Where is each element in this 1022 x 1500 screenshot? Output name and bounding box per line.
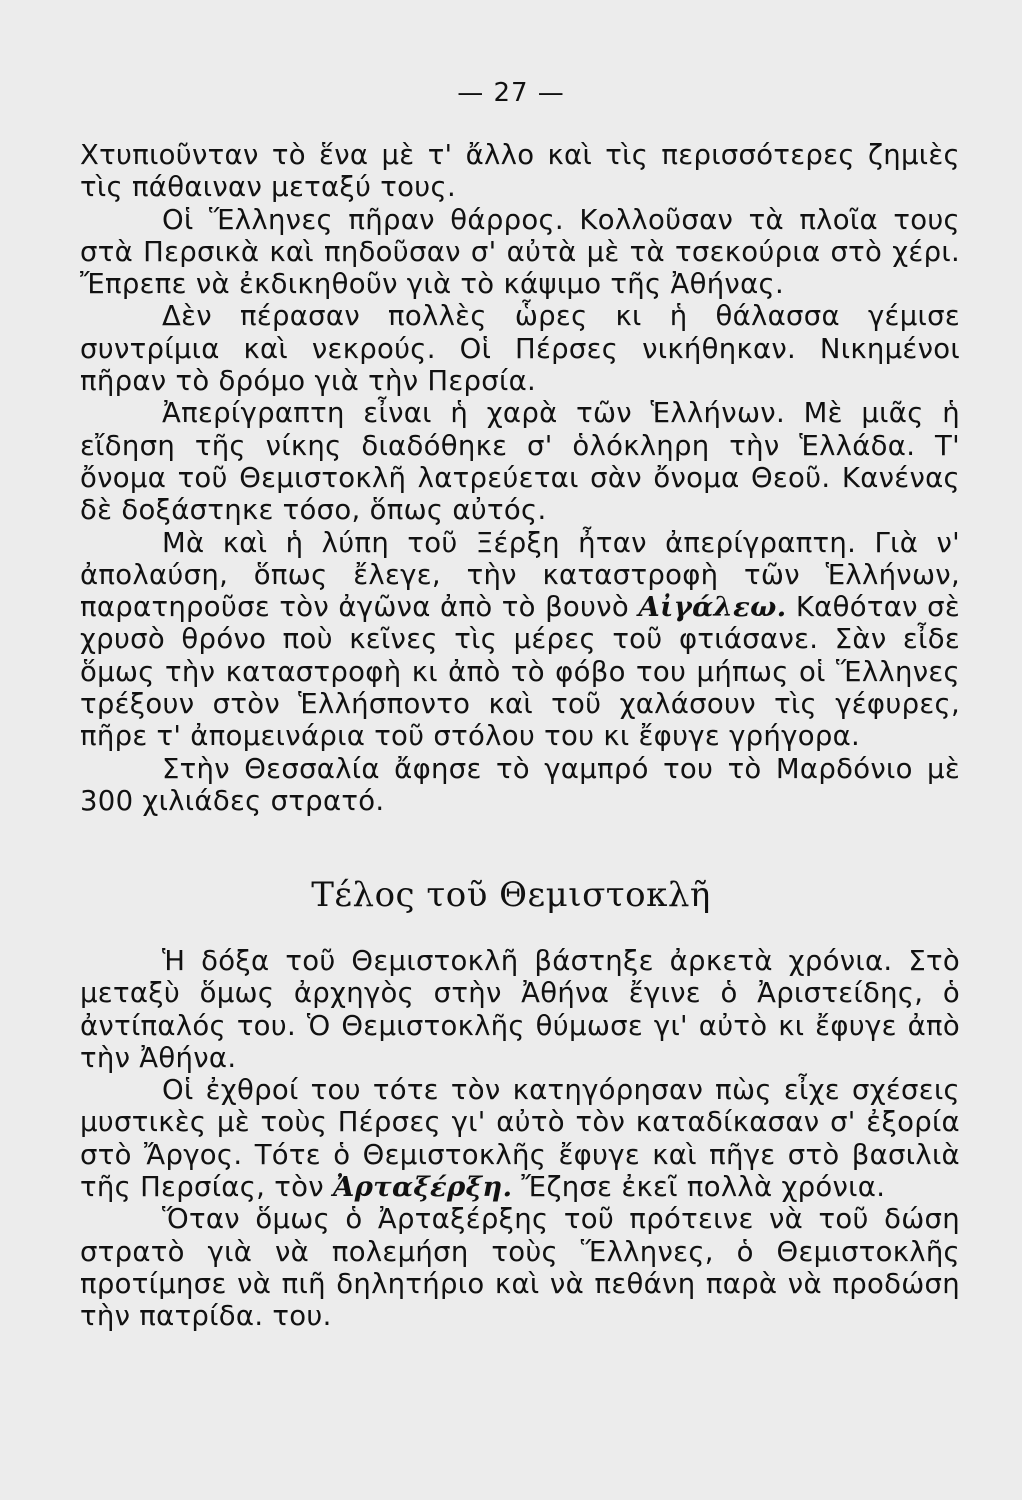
paragraph: Ἡ δόξα τοῦ Θεμιστοκλῆ βάστηξε ἀρκετὰ χρόνια. Στὸ μεταξὺ ὅμως ἀρχηγὸς στὴν Ἀθήνα ἔγινε ὁ Ἀριστείδης, ὁ ἀντίπαλός του. Ὁ Θεμιστοκλῆς θύμωσε γι' αὐτὸ κι ἔφυγε ἀπὸ τὴν Ἀθήνα. xyxy=(80,945,960,1074)
page-number: — 27 — xyxy=(457,78,565,108)
paragraph: Ὅταν ὅμως ὁ Ἀρταξέρξης τοῦ πρότεινε νὰ τοῦ δώση στρατὸ γιὰ νὰ πολεμήση τοὺς Ἕλληνες, ὁ Θεμιστοκλῆς προτίμησε νὰ πιῆ δηλητήριο καὶ νὰ πεθάνη παρὰ νὰ προδώση τὴν πατρίδα. του. xyxy=(80,1203,960,1333)
paragraph-with-emphasis xyxy=(80,527,960,753)
text-block-upper xyxy=(80,139,960,817)
paragraph-text: Μὰ καὶ ἡ λύπη τοῦ Ξέρξη ἦταν ἀπερίγραπτη. Γιὰ ν' ἀπολαύση, ὅπως ἔλεγε, τὴν καταστροφὴ τῶν Ἑλλήνων, παρατηροῦσε τὸν ἀγῶνα ἀπὸ τὸ βουνὸ xyxy=(80,526,960,624)
paragraph-text: Οἱ ἐχθροί του τότε τὸν κατηγόρησαν πὼς εἶχε σχέσεις μυστικὲς μὲ τοὺς Πέρσες γι' αὐτὸ τὸν καταδίκασαν σ' ἐξορία στὸ Ἄργος. Τότε ὁ Θεμιστοκλῆς ἔφυγε καὶ πῆγε στὸ βασιλιὰ τῆς Περσίας, τὸν xyxy=(80,1074,960,1204)
paragraph: Ἀπερίγραπτη εἶναι ἡ χαρὰ τῶν Ἑλλήνων. Μὲ μιᾶς ἡ εἴδηση τῆς νίκης διαδόθηκε σ' ὁλόκληρη τὴν Ἑλλάδα. Τ' ὄνομα τοῦ Θεμιστοκλῆ λατρεύεται σὰν ὄνομα Θεοῦ. Κανένας δὲ δοξάστηκε τόσο, ὅπως αὐτός. xyxy=(80,397,960,527)
paragraph-text: Καθόταν σὲ χρυσὸ θρόνο ποὺ κεῖνες τὶς μέρες τοῦ φτιάσανε. Σὰν εἶδε ὅμως τὴν καταστροφὴ κι ἀπὸ τὸ φόβο του μήπως οἱ Ἕλληνες τρέξουν στὸν Ἑλλήσποντο καὶ τοῦ χαλάσουν τὶς γέφυρες, πῆρε τ' ἀπομεινάρια τοῦ στόλου του κι ἔφυγε γρήγορα. xyxy=(80,591,961,753)
emphasized-name: Ἀρταξέρξη. xyxy=(332,1171,513,1204)
text-block-lower xyxy=(80,945,960,1333)
paragraph-text: Ἔζησε ἐκεῖ πολλὰ χρόνια. xyxy=(512,1171,886,1204)
section-heading: Τέλος τοῦ Θεμιστοκλῆ xyxy=(311,875,711,915)
paragraph-with-emphasis xyxy=(80,1074,960,1203)
paragraph: Χτυπιοῦνταν τὸ ἕνα μὲ τ' ἄλλο καὶ τὶς περισσότερες ζημιὲς τὶς πάθαιναν μεταξύ τους. xyxy=(80,139,960,204)
paragraph: Στὴν Θεσσαλία ἄφησε τὸ γαμπρό του τὸ Μαρδόνιο μὲ 300 χιλιάδες στρατό. xyxy=(80,752,960,817)
paragraph: Δὲν πέρασαν πολλὲς ὧρες κι ἡ θάλασσα γέμισε συντρίμια καὶ νεκρούς. Οἱ Πέρσες νικήθηκαν. Νικημένοι πῆραν τὸ δρόμο γιὰ τὴν Περσία. xyxy=(80,300,960,398)
paragraph: Οἱ Ἕλληνες πῆραν θάρρος. Κολλοῦσαν τὰ πλοῖα τους στὰ Περσικὰ καὶ πηδοῦσαν σ' αὐτὰ μὲ τὰ τσεκούρια στὸ χέρι. Ἔπρεπε νὰ ἐκδικηθοῦν γιὰ τὸ κάψιμο τῆς Ἀθήνας. xyxy=(80,203,960,301)
emphasized-place-name: Αἰγάλεω. xyxy=(638,591,787,624)
